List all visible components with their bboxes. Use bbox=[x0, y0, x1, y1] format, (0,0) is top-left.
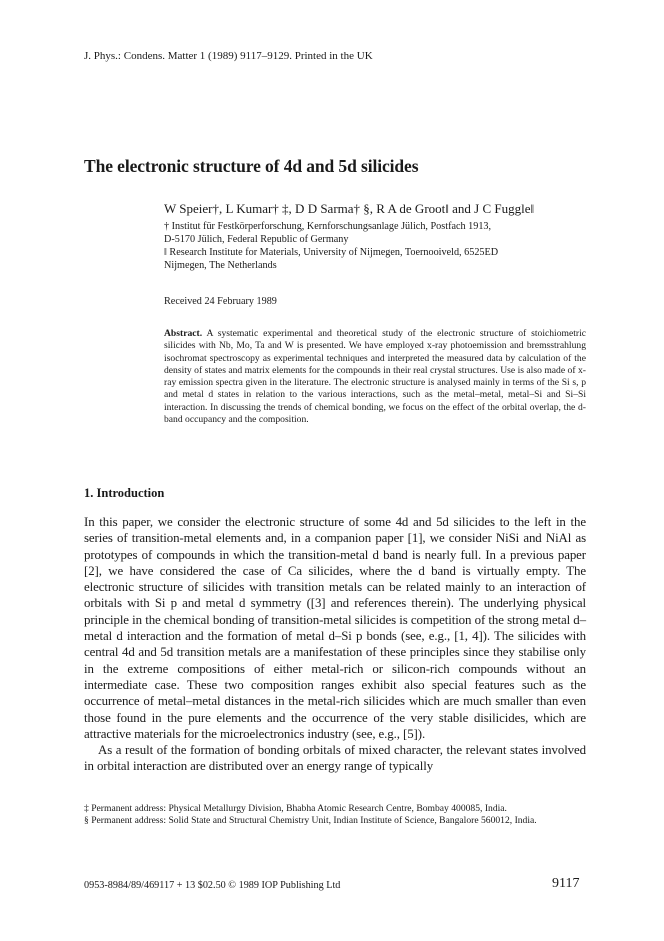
abstract-label: Abstract. bbox=[164, 328, 203, 339]
article-title: The electronic structure of 4d and 5d silicides bbox=[84, 156, 419, 176]
section-heading: 1. Introduction bbox=[84, 486, 165, 500]
received-date: Received 24 February 1989 bbox=[164, 296, 277, 307]
footnote: § Permanent address: Solid State and Structural Chemistry Unit, Indian Institute of Science, Bangalore 560012, India. bbox=[84, 815, 537, 826]
copyright-code: 0953-8984/89/469117 + 13 $02.50 © 1989 IOP Publishing Ltd bbox=[84, 880, 341, 891]
paragraph: As a result of the formation of bonding orbitals of mixed character, the relevant states involved in orbital interaction are distributed over an energy range of typically bbox=[84, 743, 586, 774]
page-number: 9117 bbox=[552, 876, 580, 891]
affiliation-line: ‖ Research Institute for Materials, University of Nijmegen, Toernooiveld, 6525ED bbox=[164, 247, 499, 258]
body-text bbox=[84, 514, 586, 775]
affiliation-line: † Institut für Festkörperforschung, Kernforschungsanlage Jülich, Postfach 1913, bbox=[164, 221, 492, 232]
journal-citation: J. Phys.: Condens. Matter 1 (1989) 9117–9129. Printed in the UK bbox=[84, 50, 373, 62]
abstract bbox=[164, 328, 586, 426]
affiliation-line: D-5170 Jülich, Federal Republic of Germany bbox=[164, 234, 349, 245]
author-list: W Speier†, L Kumar† ‡, D D Sarma† §, R A de Groot‖ and J C Fuggle‖ bbox=[164, 201, 535, 216]
affiliation-line: Nijmegen, The Netherlands bbox=[164, 260, 277, 271]
abstract-text: A systematic experimental and theoretical study of the electronic structure of stoichiometric silicides with Nb, Mo, Ta and W is presented. We have employed x-ray photoemission and bremsstrahlung isochromat spectroscopy as experimental techniques and interpreted the measured data by calculation of the density of states and matrix elements for the compounds in their real crystal structures. Use is also made of x-ray emission spectra given in the literature. The electronic structure is analysed mainly in terms of the Si s, p and metal d states in relation to the various interactions, such as the metal–metal, metal–Si and Si–Si interaction. In discussing the trends of chemical bonding, we focus on the effect of the orbital overlap, the d-band occupancy and the composition. bbox=[164, 328, 587, 426]
footnote: ‡ Permanent address: Physical Metallurgy Division, Bhabha Atomic Research Centre, Bombay 400085, India. bbox=[84, 803, 507, 814]
footnotes bbox=[84, 803, 586, 827]
paragraph: In this paper, we consider the electronic structure of some 4d and 5d silicides to the left in the series of transition-metal elements and, in a companion paper [1], we consider NiSi and NiAl as prototypes of compounds in which the transition-metal d band is nearly full. In a previous paper [2], we have considered the case of Ca silicides, where the d band is virtually empty. The electronic structure of silicides with transition metals can be related mainly to an interaction of orbitals with Si p and metal d symmetry ([3] and references therein). The underlying physical principle in the chemical bonding of transition-metal silicides is competition of the strong metal d–metal d interaction and the formation of metal d–Si p bonds (see, e.g., [1, 4]). The silicides with central 4d and 5d transition metals are a manifestation of these principles since they stabilise only in the extreme compositions of either metal-rich or silicon-rich compounds without an intermediate case. These two composition ranges exhibit also special features such as the occurrence of metal–metal distances in the metal-rich silicides which are much smaller than even those found in the pure elements and the occurrence of the very stable disilicides, which are attractive materials for the microelectronics industry (see, e.g., [5]). bbox=[84, 515, 586, 741]
